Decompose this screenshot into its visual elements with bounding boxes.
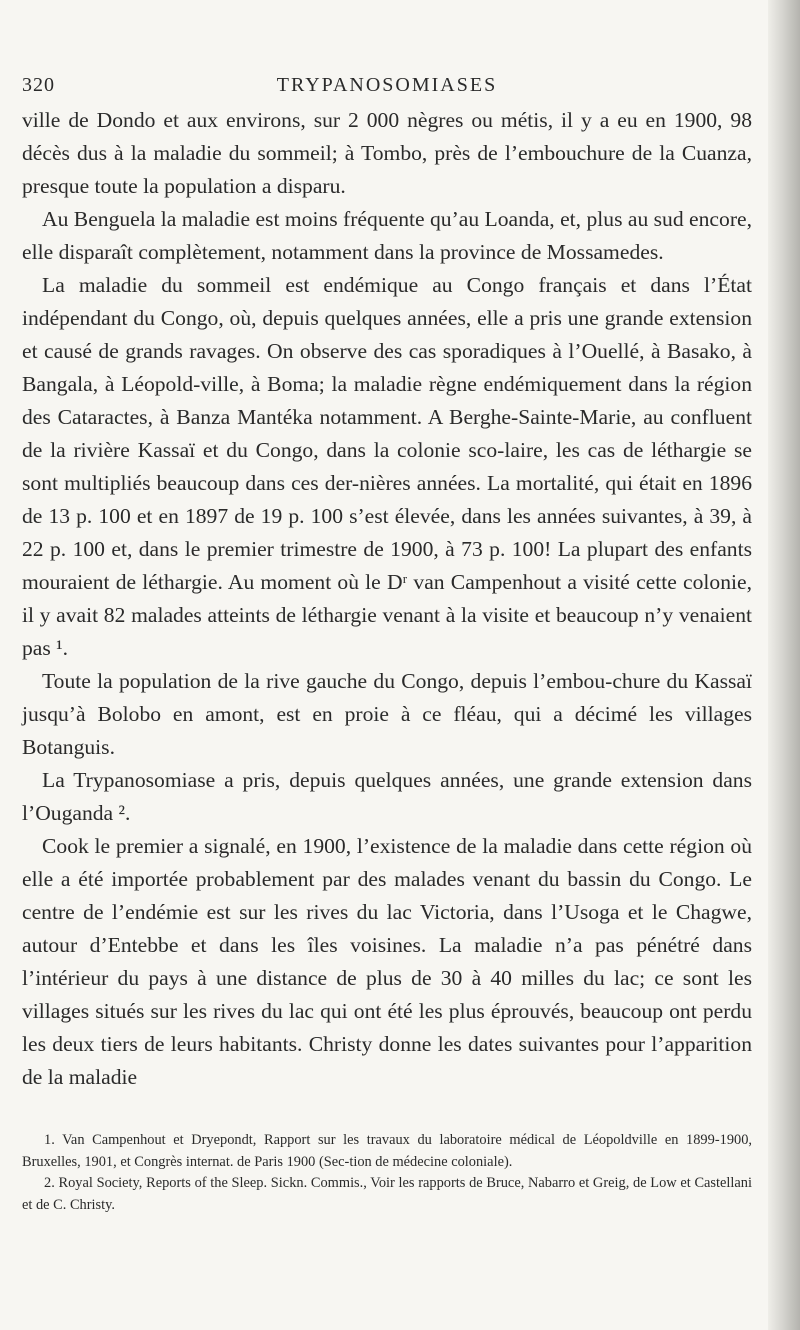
footnotes [22,1130,752,1216]
book-page [22,0,752,1216]
paragraph: Toute la population de la rive gauche du Congo, depuis l’embou-chure du Kassaï jusqu’à Bolobo en amont, est en proie à ce fléau, qui a décimé les villages Botanguis. [22,669,752,759]
running-title: TRYPANOSOMIASES [276,74,498,96]
paragraph: ville de Dondo et aux environs, sur 2 000 nègres ou métis, il y a eu en 1900, 98 décès dus à la maladie du sommeil; à Tombo, près de l’embouchure de la Cuanza, presque toute la population a disparu. [22,108,752,198]
page-number: 320 [22,74,55,96]
footnote: 2. Royal Society, Reports of the Sleep. Sickn. Commis., Voir les rapports de Bruce, Nabarro et Greig, de Low et Castellani et de C. Christy. [22,1175,752,1213]
paragraph: La Trypanosomiase a pris, depuis quelques années, une grande extension dans l’Ouganda ². [22,768,752,825]
body-text [22,104,752,1094]
footnote: 1. Van Campenhout et Dryepondt, Rapport sur les travaux du laboratoire médical de Léopoldville en 1899-1900, Bruxelles, 1901, et Congrès internat. de Paris 1900 (Sec-tion de médecine coloniale). [22,1132,752,1170]
paragraph: Au Benguela la maladie est moins fréquente qu’au Loanda, et, plus au sud encore, elle disparaît complètement, notamment dans la province de Mossamedes. [22,207,752,264]
paragraph: Cook le premier a signalé, en 1900, l’existence de la maladie dans cette région où elle a été importée probablement par des malades venant du bassin du Congo. Le centre de l’endémie est sur les rives du lac Victoria, dans l’Usoga et le Chagwe, autour d’Entebbe et dans les îles voisines. La maladie n’a pas pénétré dans l’intérieur du pays à une distance de plus de 30 à 40 milles du lac; ce sont les villages situés sur les rives du lac qui ont été les plus éprouvés, beaucoup ont perdu les deux tiers de leurs habitants. Christy donne les dates suivantes pour l’apparition de la maladie [22,834,752,1089]
paragraph: La maladie du sommeil est endémique au Congo français et dans l’État indépendant du Congo, où, depuis quelques années, elle a pris une grande extension et causé de grands ravages. On observe des cas sporadiques à l’Ouellé, à Basako, à Bangala, à Léopold-ville, à Boma; la maladie règne endémiquement dans la région des Cataractes, à Banza Mantéka notamment. A Berghe-Sainte-Marie, au confluent de la rivière Kassaï et du Congo, dans la colonie sco-laire, les cas de léthargie se sont multipliés beaucoup dans ces der-nières années. La mortalité, qui était en 1896 de 13 p. 100 et en 1897 de 19 p. 100 s’est élevée, dans les années suivantes, à 39, à 22 p. 100 et, dans le premier trimestre de 1900, à 73 p. 100! La plupart des enfants mouraient de léthargie. Au moment où le Dʳ van Campenhout a visité cette colonie, il y avait 82 malades atteints de léthargie venant à la visite et beaucoup n’y venaient pas ¹. [22,273,752,660]
page-edge-shadow [768,0,800,1330]
page-header [22,0,752,104]
